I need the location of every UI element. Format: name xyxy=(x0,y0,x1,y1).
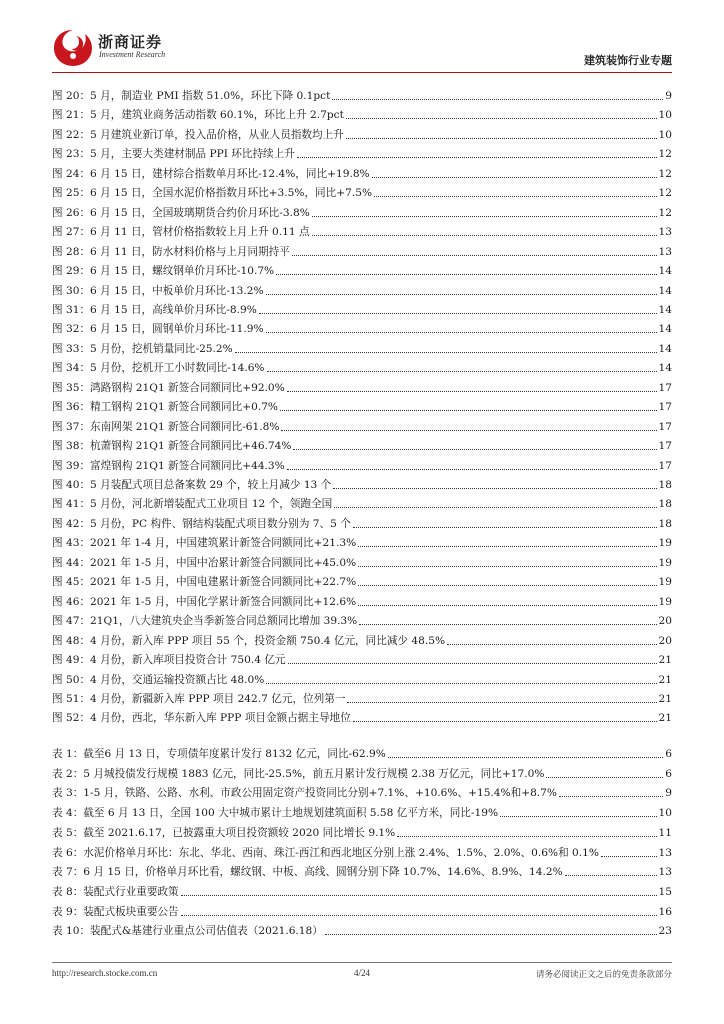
figure-entry[interactable] xyxy=(52,123,672,142)
table-entry[interactable] xyxy=(52,841,672,860)
dot-leader xyxy=(500,816,657,817)
figure-entry-page: 14 xyxy=(658,284,672,297)
figure-entry-title: 图 37：东南网架 21Q1 新签合同额同比-61.8% xyxy=(52,420,280,433)
dot-leader xyxy=(447,644,656,645)
footer-page-number: 4/24 xyxy=(353,968,370,978)
figure-entry[interactable] xyxy=(52,551,672,570)
figure-entry-page: 17 xyxy=(658,381,672,394)
dot-leader xyxy=(181,915,657,916)
figure-entry[interactable] xyxy=(52,376,672,395)
figure-entry-page: 19 xyxy=(658,595,672,608)
dot-leader xyxy=(359,624,656,625)
dot-leader xyxy=(297,157,657,158)
figure-entry-title: 图 36：精工钢构 21Q1 新签合同额同比+0.7% xyxy=(52,401,278,414)
dot-leader xyxy=(266,294,657,295)
figure-entry-title: 图 46：2021 年 1-5 月，中国化学累计新签合同额同比+12.6% xyxy=(52,595,357,608)
table-entry[interactable] xyxy=(52,801,672,820)
dot-leader xyxy=(266,332,657,333)
figure-entry-page: 10 xyxy=(658,128,672,141)
dot-leader xyxy=(347,702,656,703)
figure-entry[interactable] xyxy=(52,629,672,648)
figure-entry[interactable] xyxy=(52,590,672,609)
table-entry-title: 表 6：水泥价格单月环比：东北、华北、西南、珠江-西江和西北地区分别上涨 2.4%、1.5%、2.0%、0.6%和 0.1% xyxy=(52,846,599,859)
figure-entry-title: 图 49：4 月份，新入库项目投资合计 750.4 亿元 xyxy=(52,654,286,667)
figure-entry[interactable] xyxy=(52,668,672,687)
figure-entry[interactable] xyxy=(52,356,672,375)
dot-leader xyxy=(288,663,657,664)
dot-leader xyxy=(293,449,656,450)
table-entry-page: 13 xyxy=(658,846,672,859)
dot-leader xyxy=(267,371,657,372)
dot-leader xyxy=(266,683,656,684)
dot-leader xyxy=(287,469,657,470)
figure-entry[interactable] xyxy=(52,570,672,589)
figure-entry-page: 12 xyxy=(658,148,672,161)
figure-entry-page: 10 xyxy=(658,109,672,122)
table-entry-title: 表 9：装配式板块重要公告 xyxy=(52,905,179,918)
figure-entry-page: 13 xyxy=(658,226,672,239)
table-entry-page: 6 xyxy=(665,748,672,760)
figure-entry[interactable] xyxy=(52,415,672,434)
dot-leader xyxy=(333,488,656,489)
table-entry-page: 9 xyxy=(665,787,672,800)
page-header xyxy=(52,28,672,72)
figure-entry[interactable] xyxy=(52,220,672,239)
figure-entry[interactable] xyxy=(52,259,672,278)
dot-leader xyxy=(565,875,657,876)
footer-url[interactable]: http://research.stocke.com.cn xyxy=(52,968,158,978)
figure-entry[interactable] xyxy=(52,512,672,531)
zheshang-logo-icon xyxy=(52,28,94,68)
footer-divider xyxy=(52,962,672,963)
table-entry-title: 表 3：1-5 月，铁路、公路、水利、市政公用固定资产投资同比分别+7.1%、+10.6%、+15.4%和+8.7% xyxy=(52,787,557,800)
figure-entry-title: 图 28：6 月 11 日，防水材料价格与上月同期持平 xyxy=(52,245,290,258)
table-entry-title: 表 1：截至6 月 13 日，专项债年度累计发行 8132 亿元，同比-62.9% xyxy=(52,748,386,760)
figure-entry-title: 图 44：2021 年 1-5 月，中国中冶累计新签合同额同比+45.0% xyxy=(52,556,357,569)
figure-entry-title: 图 38：杭萧钢构 21Q1 新签合同额同比+46.74% xyxy=(52,440,292,453)
dot-leader xyxy=(280,410,657,411)
figure-entry-page: 14 xyxy=(658,303,672,316)
dot-leader xyxy=(358,605,656,606)
figure-entry[interactable] xyxy=(52,648,672,667)
dot-leader xyxy=(372,177,657,178)
dot-leader xyxy=(388,757,663,758)
brand-english: Investment Research xyxy=(99,50,166,59)
dot-leader xyxy=(358,585,656,586)
figure-entry-title: 图 31：6 月 15 日，高线单价月环比-8.9% xyxy=(52,303,257,316)
table-entry[interactable] xyxy=(52,880,672,899)
table-entry-title: 表 7：6 月 15 日，价格单月环比看，螺纹钢、中板、高线、圆钢分别下降 10.7%、14.6%、8.9%、14.2% xyxy=(52,866,563,879)
figure-entry-title: 图 51：4 月份，新疆新入库 PPP 项目 242.7 亿元，位列第一 xyxy=(52,692,346,705)
footer-disclaimer: 请务必阅读正文之后的免责条款部分 xyxy=(535,970,672,980)
table-entry-title: 表 4：截至 6 月 13 日，全国 100 大中城市累计土地规划建筑面积 5.58 亿平方米，同比-19% xyxy=(52,807,499,820)
table-entry-page: 6 xyxy=(665,767,672,780)
figure-entry-title: 图 52：4 月份，西北，华东新入库 PPP 项目金额占据主导地位 xyxy=(52,712,351,725)
dot-leader xyxy=(559,796,663,797)
figure-entry-page: 17 xyxy=(658,459,672,472)
figure-entry-page: 12 xyxy=(658,206,672,219)
figure-entry-title: 图 23：5 月，主要大类建材制品 PPI 环比持续上升 xyxy=(52,148,295,161)
dot-leader xyxy=(259,313,657,314)
figure-entry-page: 21 xyxy=(658,673,672,686)
figure-entry-page: 19 xyxy=(658,556,672,569)
figure-entry-title: 图 34：5 月份，挖机开工小时数同比-14.6% xyxy=(52,362,265,375)
dot-leader xyxy=(312,235,657,236)
figure-entry[interactable] xyxy=(52,142,672,161)
dot-leader xyxy=(287,391,657,392)
table-entry[interactable] xyxy=(52,762,672,781)
figure-entry-page: 20 xyxy=(658,634,672,647)
figure-entry[interactable] xyxy=(52,279,672,298)
figure-entry-title: 图 22：5 月建筑业新订单，投入品价格，从业人员指数均上升 xyxy=(52,128,344,141)
dot-leader xyxy=(397,836,656,837)
table-entry-title: 表 5：截至 2021.6.17，已披露重大项目投资额较 2020 同比增长 9.1% xyxy=(52,826,396,839)
figure-entry[interactable] xyxy=(52,181,672,200)
figure-entry-title: 图 24：6 月 15 日，建材综合指数单月环比-12.4%，同比+19.8% xyxy=(52,167,370,180)
figure-entry[interactable] xyxy=(52,609,672,628)
dot-leader xyxy=(334,507,656,508)
dot-leader xyxy=(353,721,657,722)
figure-entry-page: 18 xyxy=(658,517,672,530)
figure-entry-title: 图 32：6 月 15 日，圆钢单价月环比-11.9% xyxy=(52,323,264,336)
table-entry-page: 15 xyxy=(658,885,672,898)
figure-entry-page: 19 xyxy=(658,537,672,550)
figure-entry[interactable] xyxy=(52,706,672,725)
dot-leader xyxy=(332,99,663,100)
figure-entry-title: 图 45：2021 年 1-5 月，中国电建累计新签合同额同比+22.7% xyxy=(52,576,357,589)
figure-entry[interactable] xyxy=(52,337,672,356)
figure-entry-title: 图 29：6 月 15 日，螺纹钢单价月环比-10.7% xyxy=(52,265,275,278)
figure-entry[interactable] xyxy=(52,240,672,259)
dot-leader xyxy=(325,934,657,935)
figure-entry-page: 21 xyxy=(658,692,672,705)
figure-entry-page: 13 xyxy=(658,245,672,258)
figure-entry-page: 17 xyxy=(658,420,672,433)
dot-leader xyxy=(292,255,657,256)
header-divider xyxy=(52,72,672,73)
table-entry[interactable] xyxy=(52,742,672,761)
figure-entry[interactable] xyxy=(52,298,672,317)
figure-entry-title: 图 41：5 月份，河北新增装配式工业项目 12 个，领跑全国 xyxy=(52,498,333,511)
figure-entry-page: 21 xyxy=(658,654,672,667)
figure-entry-page: 17 xyxy=(658,440,672,453)
figure-entry[interactable] xyxy=(52,317,672,336)
figure-entry[interactable] xyxy=(52,103,672,122)
figure-entry-title: 图 42：5 月份，PC 构件、钢结构装配式项目数分别为 7、5 个 xyxy=(52,517,351,530)
brand-name: 浙商证券 xyxy=(98,33,163,51)
dot-leader xyxy=(346,138,657,139)
dot-leader xyxy=(281,430,656,431)
figure-entry-title: 图 47：21Q1，八大建筑央企当季新签合同总额同比增加 39.3% xyxy=(52,615,358,628)
figure-entry-title: 图 40：5 月装配式项目总备案数 29 个，较上月减少 13 个 xyxy=(52,479,332,491)
figure-entry-page: 12 xyxy=(658,187,672,200)
figure-entry-title: 图 20：5 月，制造业 PMI 指数 51.0%，环比下降 0.1pct xyxy=(52,90,331,102)
report-sector-title: 建筑装饰行业专题 xyxy=(584,54,672,67)
table-entry-title: 表 8：装配式行业重要政策 xyxy=(52,885,179,898)
figure-entry[interactable] xyxy=(52,492,672,511)
table-entry[interactable] xyxy=(52,781,672,800)
figure-entry-page: 14 xyxy=(658,265,672,278)
dot-leader xyxy=(312,216,657,217)
table-entry-page: 23 xyxy=(658,925,672,938)
dot-leader xyxy=(358,546,656,547)
figure-entry-title: 图 50：4 月份，交通运输投资额占比 48.0% xyxy=(52,673,265,686)
dot-leader xyxy=(235,352,657,353)
table-entry[interactable] xyxy=(52,860,672,879)
figure-entry-page: 20 xyxy=(658,615,672,628)
dot-leader xyxy=(181,895,657,896)
figure-entry[interactable] xyxy=(52,454,672,473)
figure-entry[interactable] xyxy=(52,687,672,706)
figure-entry-title: 图 48：4 月份，新入库 PPP 项目 55 个，投资金额 750.4 亿元，同比减少 48.5% xyxy=(52,634,446,647)
figure-entry-title: 图 39：富煌钢构 21Q1 新签合同额同比+44.3% xyxy=(52,459,285,472)
figure-entry-title: 图 21：5 月，建筑业商务活动指数 60.1%，环比上升 2.7pct xyxy=(52,109,344,122)
figure-entry-page: 9 xyxy=(665,90,672,102)
figure-entry-title: 图 33：5 月份，挖机销量同比-25.2% xyxy=(52,342,233,355)
figure-entry[interactable] xyxy=(52,531,672,550)
dot-leader xyxy=(346,118,657,119)
table-entry[interactable] xyxy=(52,821,672,840)
figure-entry[interactable] xyxy=(52,162,672,181)
table-entry-page: 10 xyxy=(658,807,672,820)
figure-entry[interactable] xyxy=(52,395,672,414)
figure-entry-page: 18 xyxy=(658,498,672,511)
figure-entry-title: 图 26：6 月 15 日，全国玻璃期货合约价月环比-3.8% xyxy=(52,206,310,219)
table-entry-title: 表 2：5 月城投债发行规模 1883 亿元，同比-25.5%，前五月累计发行规模 2.38 万亿元，同比+17.0% xyxy=(52,767,545,780)
table-entry[interactable] xyxy=(52,919,672,938)
figure-entry-page: 21 xyxy=(658,712,672,725)
figure-entry-title: 图 25：6 月 15 日，全国水泥价格指数月环比+3.5%，同比+7.5% xyxy=(52,187,373,200)
table-entry-page: 11 xyxy=(658,826,672,839)
dot-leader xyxy=(374,196,656,197)
dot-leader xyxy=(546,777,663,778)
figure-entry-page: 14 xyxy=(658,362,672,375)
figure-entry-title: 图 35：鸿路钢构 21Q1 新签合同额同比+92.0% xyxy=(52,381,285,394)
figure-entry[interactable] xyxy=(52,201,672,220)
figure-entry-page: 14 xyxy=(658,342,672,355)
dot-leader xyxy=(358,566,656,567)
figure-entry-page: 12 xyxy=(658,167,672,180)
figure-entry-page: 19 xyxy=(658,576,672,589)
table-entry-title: 表 10：装配式&基建行业重点公司估值表（2021.6.18） xyxy=(52,925,323,938)
figure-entry[interactable] xyxy=(52,84,672,103)
figure-entry-page: 14 xyxy=(658,323,672,336)
figure-entry-page: 18 xyxy=(658,479,672,491)
dot-leader xyxy=(353,527,657,528)
table-entry-page: 13 xyxy=(658,866,672,879)
dot-leader xyxy=(276,274,656,275)
figure-entry-title: 图 27：6 月 11 日，管材价格指数较上月上升 0.11 点 xyxy=(52,226,310,239)
figure-entry[interactable] xyxy=(52,434,672,453)
table-entry[interactable] xyxy=(52,900,672,919)
figure-entry-page: 17 xyxy=(658,401,672,414)
figure-entry-title: 图 43：2021 年 1-4 月，中国建筑累计新签合同额同比+21.3% xyxy=(52,537,357,550)
dot-leader xyxy=(601,856,657,857)
table-entry-page: 16 xyxy=(658,905,672,918)
figure-entry-title: 图 30：6 月 15 日，中板单价月环比-13.2% xyxy=(52,284,264,297)
figure-entry[interactable] xyxy=(52,473,672,492)
